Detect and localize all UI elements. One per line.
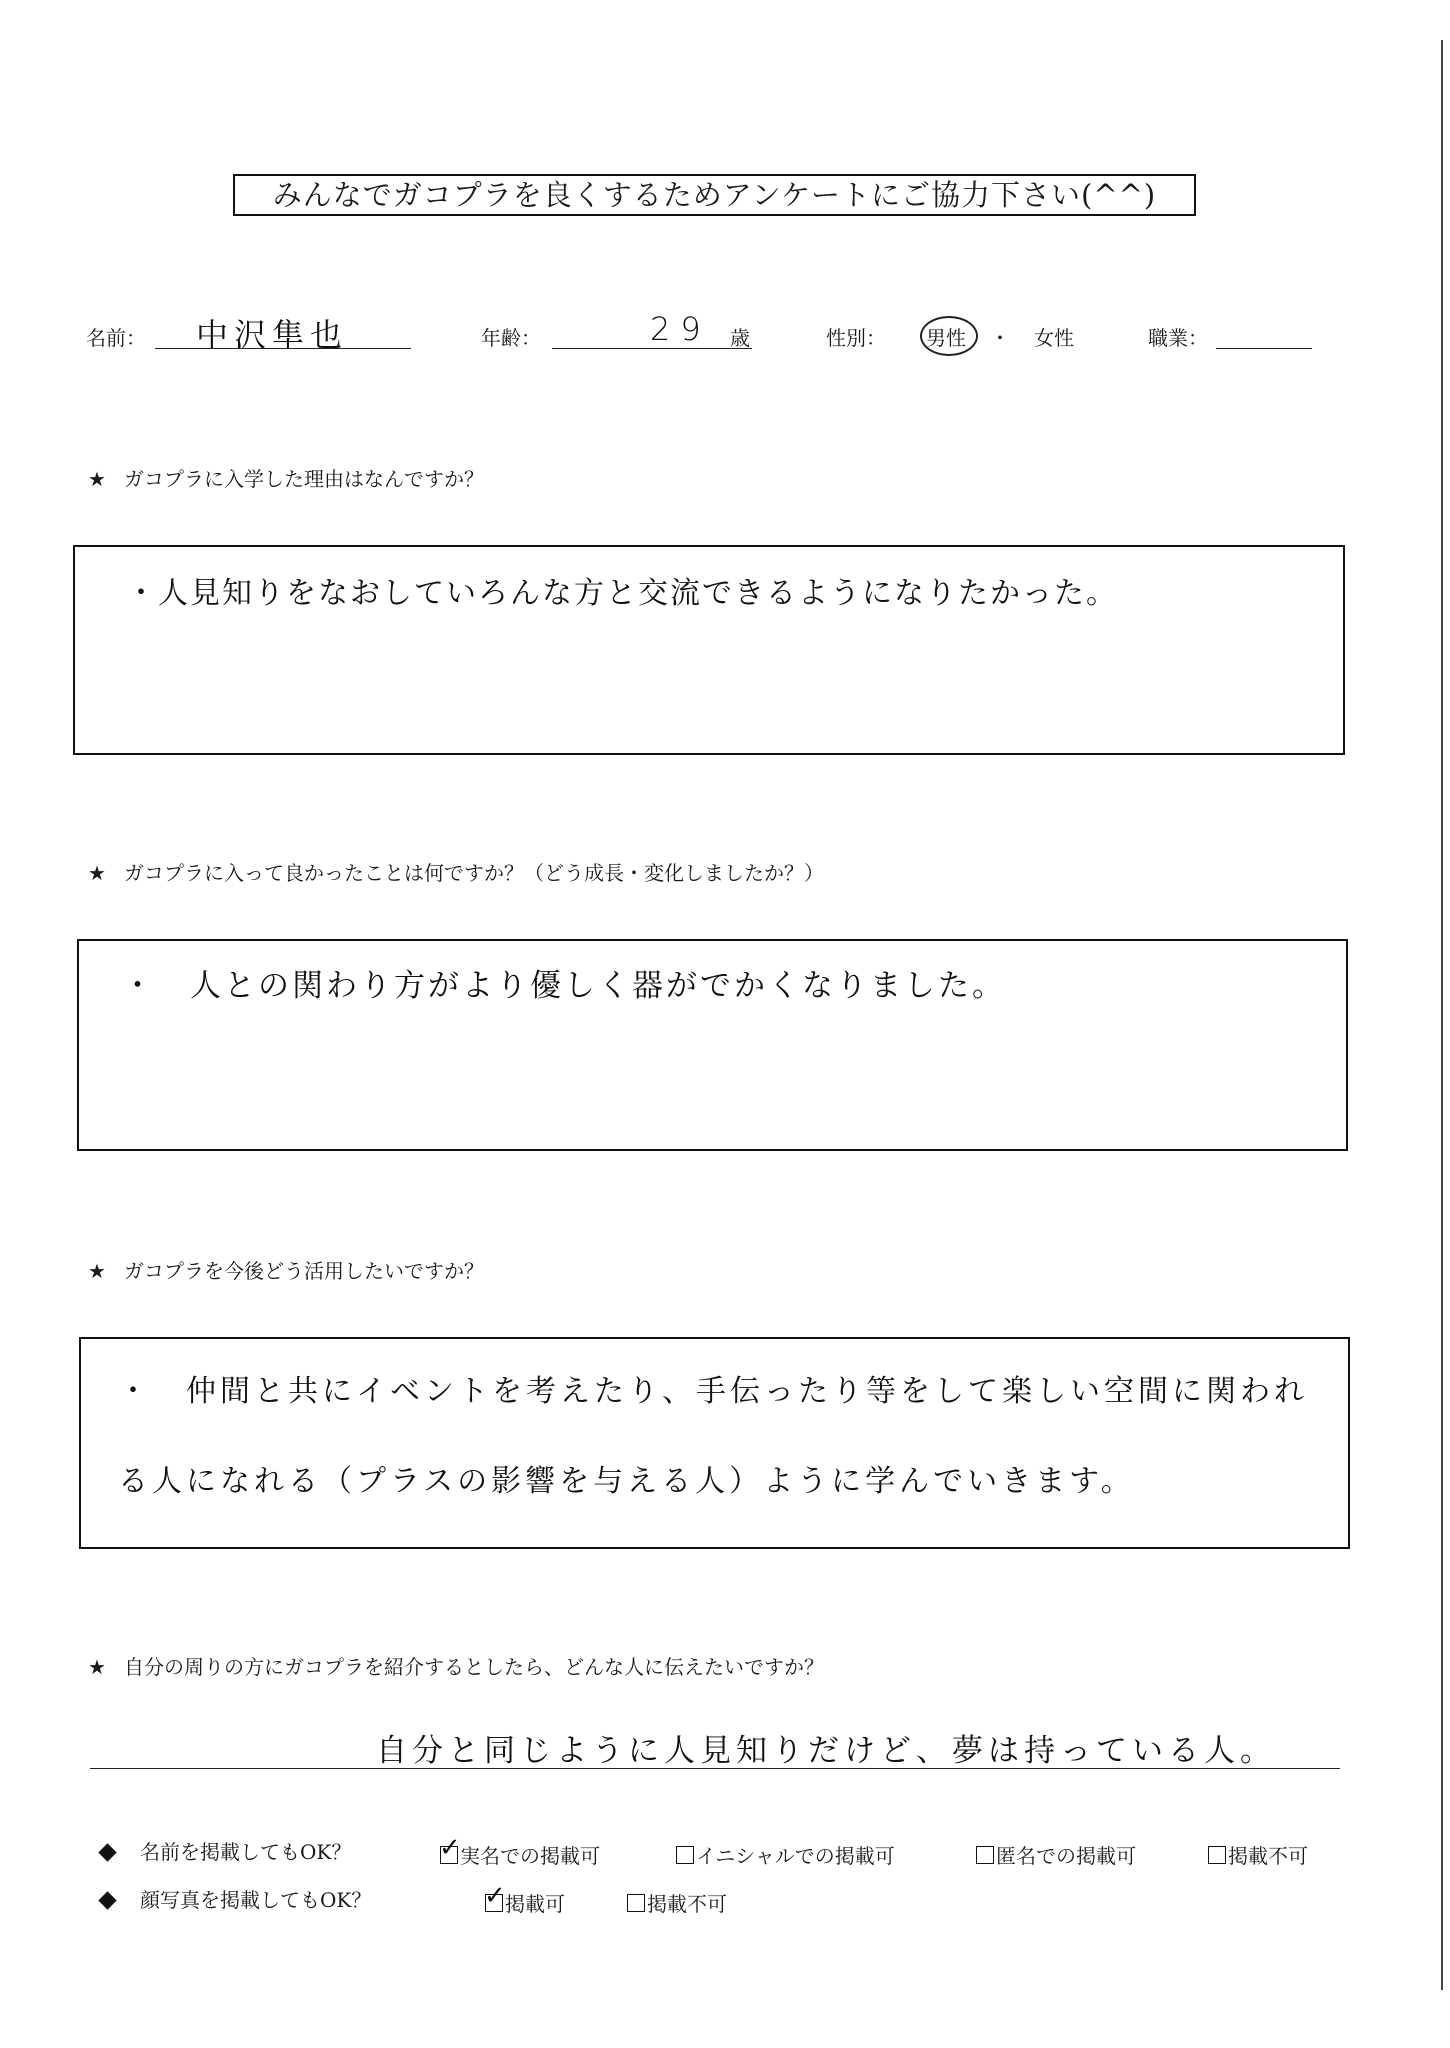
- age-value[interactable]: 29: [650, 310, 711, 348]
- name-underline: [155, 348, 411, 349]
- age-label: 年齢：: [481, 326, 541, 350]
- name-value[interactable]: 中沢隼也: [196, 316, 349, 354]
- question-3-text: ガコプラを今後どう活用したいですか？: [124, 1259, 484, 1283]
- answer-2-line-1: ・ 人との関わり方がより優しく器がでかくなりました。: [122, 968, 1006, 1004]
- age-unit: 歳: [730, 326, 750, 350]
- star-icon: ★: [88, 1259, 106, 1283]
- checkbox[interactable]: [976, 1846, 994, 1864]
- checkbox[interactable]: [484, 1880, 506, 1912]
- diamond-icon: [98, 1843, 116, 1861]
- question-4: [88, 1654, 824, 1680]
- consent-name-option-initial[interactable]: イニシャルでの掲載可: [676, 1840, 895, 1869]
- job-label: 職業：: [1148, 326, 1208, 350]
- checkbox[interactable]: [439, 1832, 461, 1864]
- answer-3-line-1: ・ 仲間と共にイベントを考えたり、手伝ったり等をして楽しい空間に関われ: [118, 1374, 1308, 1409]
- survey-title: みんなでガコプラを良くするためアンケートにご協力下さい(^^): [233, 174, 1196, 216]
- question-3: [88, 1258, 484, 1284]
- star-icon: ★: [88, 861, 106, 885]
- consent-photo-option-no[interactable]: 掲載不可: [627, 1888, 727, 1917]
- answer-1-line-1: ・人見知りをなおしていろんな方と交流できるようになりたかった。: [126, 576, 1118, 611]
- answer-4-underline: [90, 1768, 1340, 1769]
- scan-edge-line: [1441, 40, 1443, 1990]
- checkbox[interactable]: [627, 1894, 645, 1912]
- star-icon: ★: [88, 467, 106, 491]
- diamond-icon: [98, 1891, 116, 1909]
- age-underline: [552, 348, 752, 349]
- question-2: [88, 860, 824, 886]
- gender-label: 性別：: [826, 326, 886, 350]
- gender-separator: ・: [990, 326, 1010, 350]
- checkbox[interactable]: [1208, 1846, 1226, 1864]
- checkbox[interactable]: [676, 1846, 694, 1864]
- consent-name-option-anonymous[interactable]: 匿名での掲載可: [976, 1840, 1136, 1869]
- check-mark-icon: ✓: [439, 1832, 461, 1863]
- star-icon: ★: [88, 1655, 106, 1679]
- question-1: [88, 466, 484, 492]
- gender-option-male[interactable]: 男性: [926, 326, 966, 350]
- consent-photo-label: 顔写真を掲載してもOK？: [140, 1888, 372, 1912]
- question-2-text: ガコプラに入って良かったことは何ですか？（どう成長・変化しましたか？）: [124, 861, 824, 885]
- answer-3-line-2: る人になれる（プラスの影響を与える人）ように学んでいきます。: [118, 1464, 1135, 1499]
- name-label: 名前：: [86, 326, 146, 350]
- check-mark-icon: ✓: [484, 1880, 506, 1911]
- gender-option-female[interactable]: 女性: [1034, 326, 1074, 350]
- answer-4-line-1[interactable]: 自分と同じように人見知りだけど、夢は持っている人。: [376, 1733, 1276, 1769]
- consent-name-label: 名前を掲載してもOK？: [140, 1840, 352, 1864]
- job-underline: [1216, 348, 1312, 349]
- consent-photo-option-yes[interactable]: ✓ 掲載可: [484, 1880, 565, 1916]
- question-4-text: 自分の周りの方にガコプラを紹介するとしたら、どんな人に伝えたいですか？: [124, 1655, 824, 1679]
- question-1-text: ガコプラに入学した理由はなんですか？: [124, 467, 484, 491]
- consent-name-option-real[interactable]: ✓ 実名での掲載可: [439, 1832, 600, 1868]
- consent-name-option-no[interactable]: 掲載不可: [1208, 1840, 1308, 1869]
